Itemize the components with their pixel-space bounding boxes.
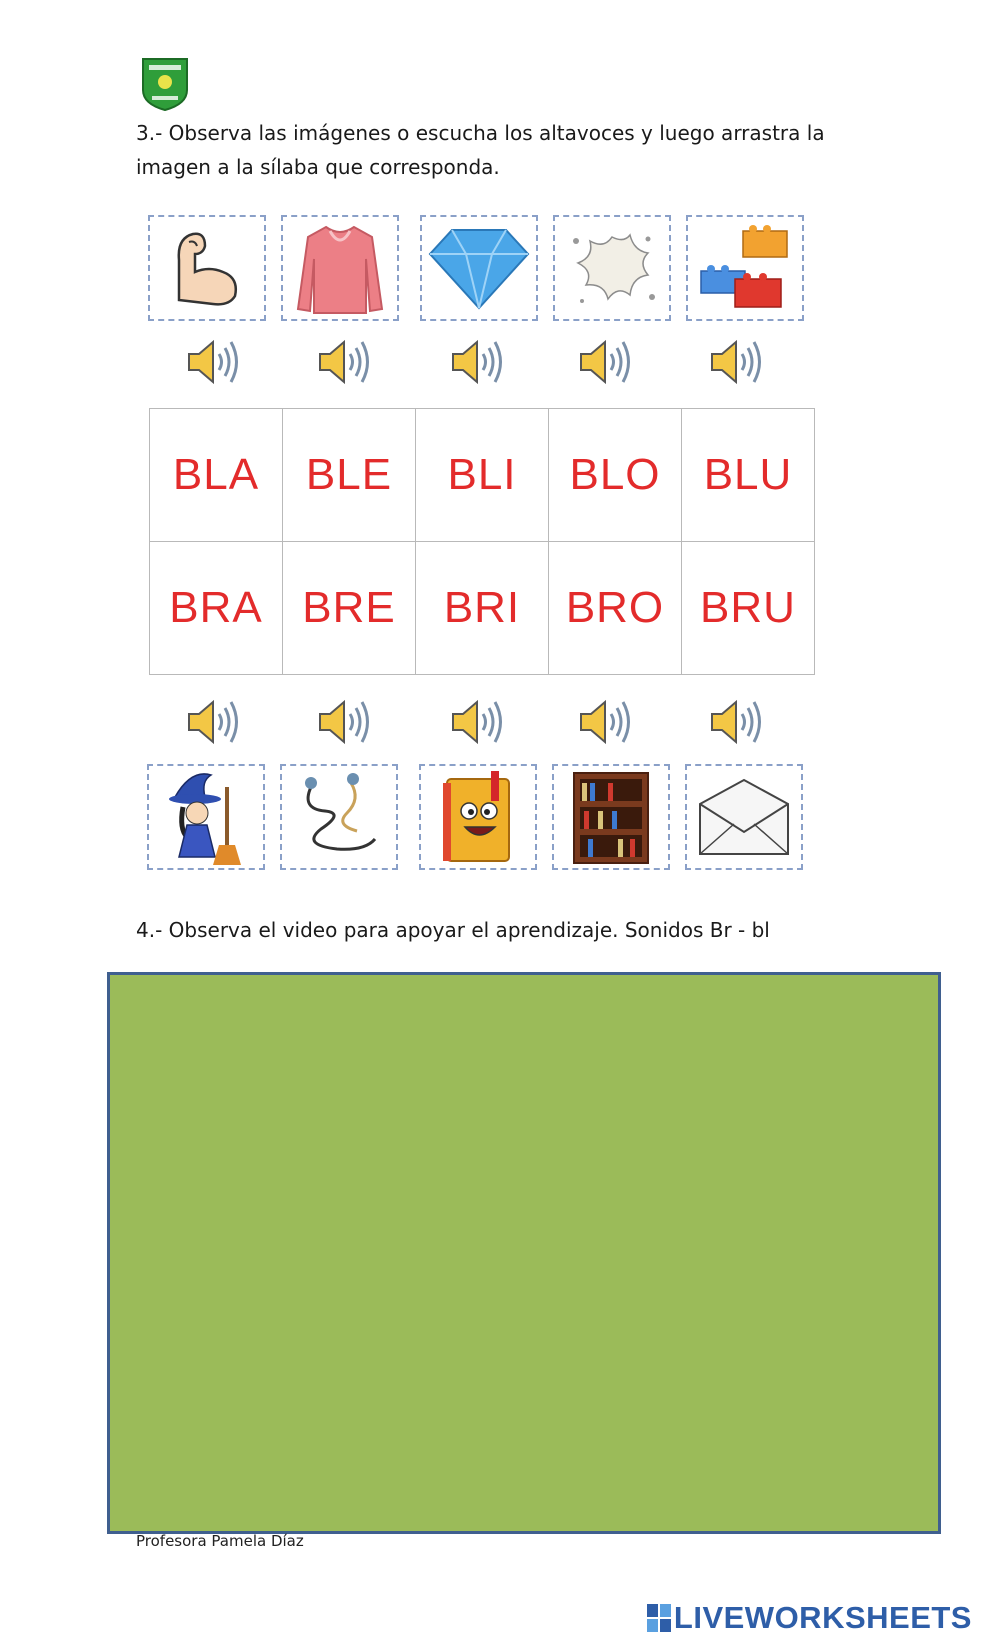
drag-image-cable[interactable] bbox=[280, 764, 398, 870]
syllable-label: BLU bbox=[703, 450, 793, 499]
speaker-icon-blocks[interactable] bbox=[706, 336, 766, 388]
envelope-image bbox=[694, 774, 794, 860]
drag-image-bookshelf[interactable] bbox=[552, 764, 670, 870]
drag-image-book[interactable] bbox=[419, 764, 537, 870]
drag-image-blocks[interactable] bbox=[686, 215, 804, 321]
liveworksheets-icon bbox=[646, 1603, 672, 1633]
question-4-text: 4.- Observa el video para apoyar el aprendizaje. Sonidos Br - bl bbox=[136, 918, 770, 942]
drop-zone-bra[interactable] bbox=[150, 542, 283, 675]
blocks-image bbox=[695, 223, 795, 313]
syllable-label: BLE bbox=[305, 450, 393, 499]
speaker-icon-blouse[interactable] bbox=[314, 336, 374, 388]
speaker-icon-cable[interactable] bbox=[314, 696, 374, 748]
syllable-row-br bbox=[150, 542, 815, 675]
drop-zone-bro[interactable] bbox=[549, 542, 682, 675]
witch-image bbox=[161, 767, 251, 867]
drag-image-envelope[interactable] bbox=[685, 764, 803, 870]
syllable-row-bl bbox=[150, 409, 815, 542]
speaker-icon-witch[interactable] bbox=[183, 696, 243, 748]
syllable-label: BLO bbox=[569, 450, 661, 499]
speaker-icon-arm[interactable] bbox=[183, 336, 243, 388]
arm-image bbox=[159, 220, 255, 316]
book-image bbox=[433, 767, 523, 867]
speaker-icon-book[interactable] bbox=[447, 696, 507, 748]
speaker-icon-splash[interactable] bbox=[575, 336, 635, 388]
question-3-line-2: imagen a la sílaba que corresponda. bbox=[136, 155, 500, 179]
bookshelf-image bbox=[568, 767, 654, 867]
speaker-icon-diamond[interactable] bbox=[447, 336, 507, 388]
drop-zone-blu[interactable] bbox=[682, 409, 815, 542]
syllable-label: BRA bbox=[169, 583, 263, 632]
drop-zone-blo[interactable] bbox=[549, 409, 682, 542]
school-logo bbox=[140, 56, 190, 112]
cable-image bbox=[291, 769, 387, 865]
syllable-grid bbox=[149, 408, 815, 675]
diamond-image bbox=[426, 224, 532, 312]
drop-zone-ble[interactable] bbox=[283, 409, 416, 542]
author-footer: Profesora Pamela Díaz bbox=[136, 1532, 304, 1550]
question-3-line-1: 3.- Observa las imágenes o escucha los altavoces y luego arrastra la bbox=[136, 121, 825, 145]
drag-image-diamond[interactable] bbox=[420, 215, 538, 321]
drag-image-splash[interactable] bbox=[553, 215, 671, 321]
drop-zone-bre[interactable] bbox=[283, 542, 416, 675]
syllable-label: BRI bbox=[443, 583, 521, 632]
splash-image bbox=[564, 223, 660, 313]
speaker-icon-bookshelf[interactable] bbox=[575, 696, 635, 748]
drag-image-blouse[interactable] bbox=[281, 215, 399, 321]
syllable-label: BLI bbox=[447, 450, 517, 499]
speaker-icon-envelope[interactable] bbox=[706, 696, 766, 748]
syllable-label: BLA bbox=[172, 450, 260, 499]
drop-zone-bli[interactable] bbox=[416, 409, 549, 542]
drag-image-witch[interactable] bbox=[147, 764, 265, 870]
video-player[interactable] bbox=[107, 972, 941, 1534]
syllable-label: BRO bbox=[565, 583, 665, 632]
brand-logo bbox=[646, 1601, 972, 1635]
syllable-label: BRU bbox=[700, 583, 796, 632]
drag-image-arm[interactable] bbox=[148, 215, 266, 321]
drop-zone-bri[interactable] bbox=[416, 542, 549, 675]
drop-zone-bru[interactable] bbox=[682, 542, 815, 675]
brand-name: LIVEWORKSHEETS bbox=[673, 1600, 972, 1635]
syllable-label: BRE bbox=[302, 583, 396, 632]
drop-zone-bla[interactable] bbox=[150, 409, 283, 542]
blouse-image bbox=[292, 219, 388, 317]
